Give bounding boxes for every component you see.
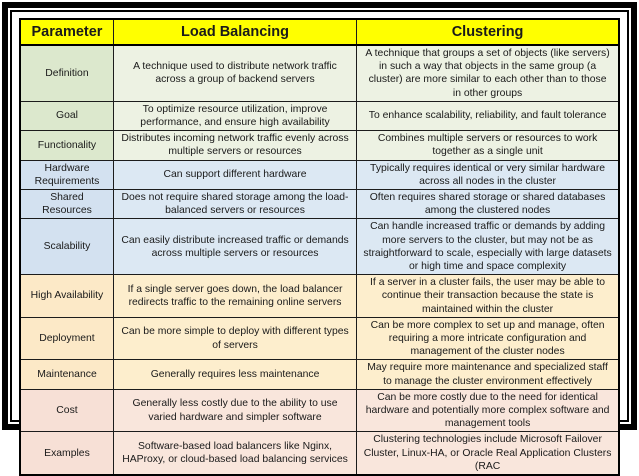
parameter-cell: High Availability <box>20 275 113 318</box>
clustering-cell: Typically requires identical or very similar hardware across all nodes in the cluster <box>357 160 619 189</box>
comparison-table <box>19 18 620 476</box>
parameter-cell: Deployment <box>20 317 113 360</box>
clustering-cell: Often requires shared storage or shared databases among the clustered nodes <box>357 190 619 219</box>
clustering-cell: Can be more complex to set up and manage, often requiring a more intricate configuration and management of the cluster nodes <box>357 317 619 360</box>
load-balancing-cell: Generally less costly due to the ability to use varied hardware and simpler software <box>113 389 356 432</box>
table-row-maintenance <box>20 360 619 389</box>
clustering-cell: May require more maintenance and specialized staff to manage the cluster environment effectively <box>357 360 619 389</box>
load-balancing-cell: Software-based load balancers like Nginx, HAProxy, or cloud-based load balancing services <box>113 432 356 475</box>
inner-frame <box>10 10 629 422</box>
table-row-examples <box>20 432 619 475</box>
load-balancing-cell: A technique used to distribute network traffic across a group of backend servers <box>113 45 356 101</box>
table-row-deployment <box>20 317 619 360</box>
parameter-cell: Cost <box>20 389 113 432</box>
load-balancing-cell: Does not require shared storage among the load-balanced servers or resources <box>113 190 356 219</box>
clustering-cell: If a server in a cluster fails, the user may be able to continue their transaction because the state is maintained within the cluster <box>357 275 619 318</box>
table-row-scalability <box>20 219 619 275</box>
column-header-parameter: Parameter <box>20 19 113 45</box>
parameter-cell: Scalability <box>20 219 113 275</box>
clustering-cell: Combines multiple servers or resources to work together as a single unit <box>357 131 619 160</box>
column-header-clustering: Clustering <box>357 19 619 45</box>
load-balancing-cell: Generally requires less maintenance <box>113 360 356 389</box>
load-balancing-cell: To optimize resource utilization, improve performance, and ensure high availability <box>113 101 356 130</box>
table-row-high-availability <box>20 275 619 318</box>
clustering-cell: A technique that groups a set of objects (like servers) in such a way that objects in the same group (a cluster) are more similar to each other than to those in other groups <box>357 45 619 101</box>
table-row-goal <box>20 101 619 130</box>
load-balancing-cell: If a single server goes down, the load balancer redirects traffic to the remaining online servers <box>113 275 356 318</box>
parameter-cell: Goal <box>20 101 113 130</box>
load-balancing-cell: Distributes incoming network traffic evenly across multiple servers or resources <box>113 131 356 160</box>
parameter-cell: Functionality <box>20 131 113 160</box>
table-row-functionality <box>20 131 619 160</box>
parameter-cell: Definition <box>20 45 113 101</box>
outer-frame <box>2 2 637 430</box>
header-row <box>20 19 619 45</box>
parameter-cell: Examples <box>20 432 113 475</box>
parameter-cell: Hardware Requirements <box>20 160 113 189</box>
table-row-hardware-requirements <box>20 160 619 189</box>
load-balancing-cell: Can easily distribute increased traffic or demands across multiple servers or resources <box>113 219 356 275</box>
table-row-definition <box>20 45 619 101</box>
parameter-cell: Maintenance <box>20 360 113 389</box>
table-row-shared-resources <box>20 190 619 219</box>
column-header-load-balancing: Load Balancing <box>113 19 356 45</box>
load-balancing-cell: Can be more simple to deploy with different types of servers <box>113 317 356 360</box>
clustering-cell: Can be more costly due to the need for identical hardware and potentially more complex software and management tools <box>357 389 619 432</box>
parameter-cell: Shared Resources <box>20 190 113 219</box>
clustering-cell: To enhance scalability, reliability, and fault tolerance <box>357 101 619 130</box>
table-row-cost <box>20 389 619 432</box>
clustering-cell: Clustering technologies include Microsoft Failover Cluster, Linux-HA, or Oracle Real Application Clusters (RAC <box>357 432 619 475</box>
clustering-cell: Can handle increased traffic or demands by adding more servers to the cluster, but may not be as straightforward to scale, especially with large datasets or high time and space complexity <box>357 219 619 275</box>
load-balancing-cell: Can support different hardware <box>113 160 356 189</box>
